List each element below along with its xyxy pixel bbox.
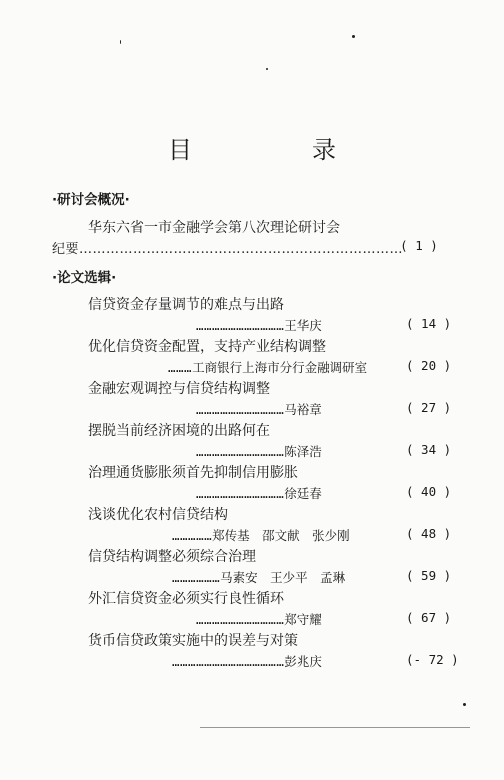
toc-entry-leader (172, 526, 452, 544)
section-heading-papers: ·论文选辑· (52, 270, 117, 286)
toc-entry-line2: 纪要……………………………………………………………… (52, 242, 404, 257)
entry-author: 郑传基 邵文献 张少刚 (212, 528, 350, 543)
leader-dots: …………………………… (196, 402, 285, 417)
page-number: ( 1 ) (400, 238, 438, 253)
toc-entry-title: 信贷资金存量调节的难点与出路 (88, 297, 284, 313)
leader-dots: …………………………………… (172, 654, 285, 669)
leader-dots: …………… (172, 528, 213, 543)
toc-entry-leader (196, 484, 452, 502)
leader-dots: …………………………… (196, 486, 285, 501)
toc-entry-leader (52, 238, 452, 257)
toc-entry-title: 优化信贷资金配置，支持产业结构调整 (88, 339, 326, 355)
toc-entry-title: 治理通货膨胀须首先抑制信用膨胀 (88, 465, 298, 481)
entry-author: 马素安 王少平 孟琳 (220, 570, 346, 585)
toc-entry-title: 信贷结构调整必须综合治理 (88, 549, 256, 565)
toc-entry-leader (172, 652, 459, 670)
toc-entry-title: 外汇信贷资金必须实行良性循环 (88, 591, 284, 607)
page-number: ( 27 ) (406, 400, 452, 415)
toc-entry-leader (196, 610, 452, 628)
page-number: ( 14 ) (406, 316, 452, 331)
page-number: ( 40 ) (406, 484, 452, 499)
toc-entry-title: 摆脱当前经济困境的出路何在 (88, 423, 270, 439)
leader-dots: …………………………… (196, 318, 285, 333)
toc-entry-leader (172, 568, 452, 586)
scan-speck (120, 40, 121, 44)
toc-entry-title: 浅谈优化农村信贷结构 (88, 507, 228, 523)
toc-entry-leader (168, 358, 452, 376)
entry-author: 工商银行上海市分行金融调研室 (192, 360, 368, 375)
toc-entry-leader (196, 442, 452, 460)
entry-author: 王华庆 (284, 318, 322, 333)
toc-entry-title: 货币信贷政策实施中的误差与对策 (88, 633, 298, 649)
scan-line (200, 727, 470, 728)
toc-entry-leader (196, 400, 452, 418)
toc-entry-leader (196, 316, 452, 334)
entry-author: 马裕章 (284, 402, 322, 417)
leader-dots: …………………………… (196, 444, 285, 459)
leader-dots: ……………… (172, 570, 221, 585)
page-number: ( 59 ) (406, 568, 452, 583)
page-number: ( 48 ) (406, 526, 452, 541)
toc-entry-title: 华东六省一市金融学会第八次理论研讨会 (88, 220, 340, 236)
section-heading-seminar: ·研讨会概况· (52, 192, 130, 208)
entry-author: 彭兆庆 (284, 654, 322, 669)
page-number: ( 67 ) (406, 610, 452, 625)
scan-speck (463, 703, 466, 706)
toc-entry-title: 金融宏观调控与信贷结构调整 (88, 381, 270, 397)
leader-dots: ……… (168, 360, 193, 375)
entry-author: 郑守耀 (284, 612, 322, 627)
page-title: 目 录 (168, 136, 384, 164)
page-number: ( 20 ) (406, 358, 452, 373)
leader-dots: …………………………… (196, 612, 285, 627)
page-number: (- 72 ) (406, 652, 459, 667)
entry-author: 徐廷春 (284, 486, 322, 501)
scan-speck (352, 35, 355, 38)
page-number: ( 34 ) (406, 442, 452, 457)
entry-author: 陈泽浩 (284, 444, 322, 459)
scan-speck (266, 68, 268, 70)
